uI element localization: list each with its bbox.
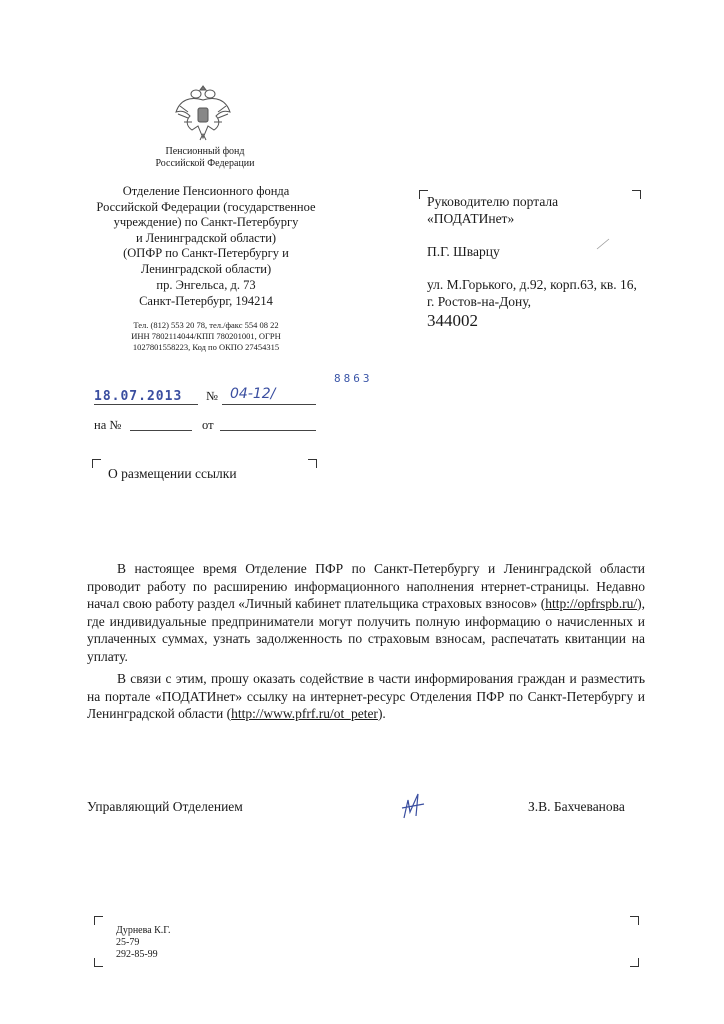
date-stamp: 18.07.2013 xyxy=(94,389,183,404)
executor-name: Дурнева К.Г. xyxy=(116,925,171,936)
paragraph-text: ), где индивидуальные предприниматели могут получить полную информацию о начисленных и уплаченных суммах, узнать задолженность по страховым взносам, распечатать квитанции на уплату. xyxy=(87,596,645,664)
org-line: и Ленинградской области) xyxy=(135,230,277,245)
corner-mark xyxy=(630,916,639,925)
paragraph-text: В связи с этим, прошу оказать содействие в части информирования граждан и разместить на портале «ПОДАТИнет» ссылку на интернет-ресурс Отделения ПФР по Санкт-Петербургу и Ленинградской области ( xyxy=(87,671,645,721)
ref-label: на № xyxy=(94,418,122,432)
date-underline xyxy=(94,404,198,405)
handwritten-number: 04-12/ xyxy=(230,386,276,402)
recipient-address: ул. М.Горького, д.92, корп.63, кв. 16, xyxy=(427,277,637,292)
address-line: пр. Энгельса, д. 73 xyxy=(156,278,256,292)
recipient-portal: «ПОДАТИнет» xyxy=(427,211,515,226)
sender-contacts xyxy=(96,320,316,353)
number-label: № xyxy=(206,389,218,403)
coat-of-arms-emblem xyxy=(172,82,234,144)
sender-address xyxy=(96,278,316,309)
letter-body xyxy=(87,560,645,728)
corner-mark xyxy=(94,958,103,967)
corner-mark xyxy=(94,916,103,925)
recipient-block xyxy=(427,193,677,331)
executor-phone: 292-85-99 xyxy=(116,949,158,960)
signatory-name: З.В. Бахчеванова xyxy=(528,799,625,814)
corner-mark xyxy=(92,459,101,468)
pen-mark xyxy=(596,238,610,250)
body-paragraph xyxy=(87,560,645,665)
org-line: Российской Федерации (государственное xyxy=(96,199,316,214)
letter-subject: О размещении ссылки xyxy=(108,466,237,481)
executor-phone: 25-79 xyxy=(116,937,140,948)
paragraph-text: В настоящее время Отделение ПФР по Санкт-Петербургу и Ленинградской области проводит работу по расширению информационного наполнения нтернет-страницы. Недавно начал свою работу раздел «Личный кабинет плательщика страховых взносов» ( xyxy=(87,561,645,611)
org-line: Ленинградской области) xyxy=(140,261,272,276)
org-line: Отделение Пенсионного фонда xyxy=(122,184,290,198)
address-line: Санкт-Петербург, 194214 xyxy=(139,293,273,308)
ref-date-line xyxy=(220,430,316,431)
outgoing-date-row xyxy=(94,386,320,408)
reference-row xyxy=(94,418,320,438)
recipient-postcode: 344002 xyxy=(427,311,478,330)
organization-name xyxy=(96,184,316,277)
org-line: (ОПФР по Санкт-Петербургу и xyxy=(123,246,289,260)
executor-info xyxy=(116,925,170,961)
recipient-city: г. Ростов-на-Дону, xyxy=(427,294,532,309)
paragraph-text: ). xyxy=(377,706,386,721)
corner-mark xyxy=(630,958,639,967)
contacts-line: ИНН 7802114044/КПП 780201001, ОГРН xyxy=(131,331,281,341)
recipient-name: П.Г. Шварцу xyxy=(427,244,500,259)
org-line: учреждение) по Санкт-Петербургу xyxy=(113,215,299,229)
signatory-title: Управляющий Отделением xyxy=(87,799,243,814)
handwritten-signature xyxy=(398,790,428,822)
cabinet-link[interactable]: http://opfrspb.ru/ xyxy=(545,596,638,611)
incoming-stamp-number: 8863 xyxy=(334,372,373,385)
fund-name xyxy=(130,146,280,170)
corner-mark xyxy=(308,459,317,468)
number-underline xyxy=(222,404,316,405)
recipient-title: Руководителю портала xyxy=(427,194,559,209)
ref-number-line xyxy=(130,430,192,431)
contacts-line: Тел. (812) 553 20 78, тел./факс 554 08 22 xyxy=(133,320,279,330)
ref-from-label: от xyxy=(202,418,214,432)
body-paragraph xyxy=(87,670,645,723)
pfr-website-link[interactable]: http://www.pfrf.ru/ot_peter xyxy=(231,706,378,721)
fund-name-line: Российской Федерации xyxy=(155,158,255,169)
contacts-line: 1027801558223, Код по ОКПО 27454315 xyxy=(132,342,280,352)
fund-name-line: Пенсионный фонд xyxy=(165,146,245,157)
